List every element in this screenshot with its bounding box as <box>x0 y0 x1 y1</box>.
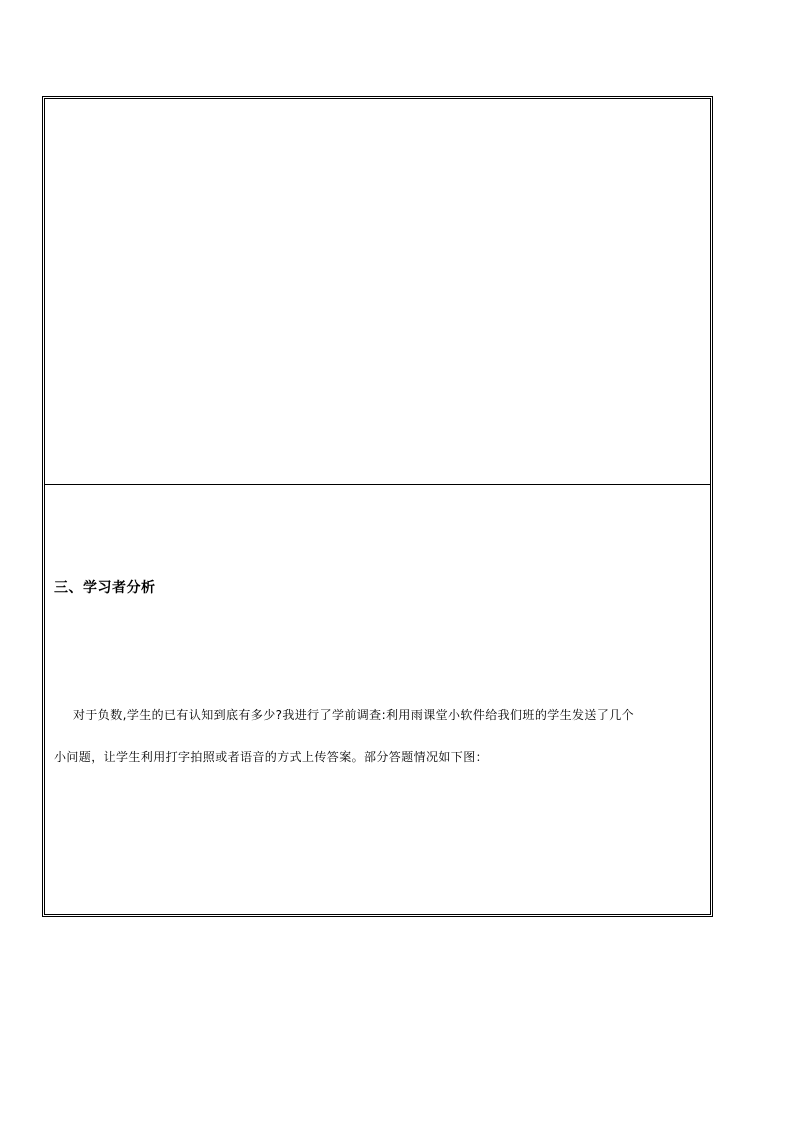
table-cell-learner-analysis <box>45 485 710 914</box>
document-table <box>42 96 713 917</box>
section-heading: 三、学习者分析 <box>54 580 156 596</box>
paragraph-line-2: 小问题，让学生利用打字拍照或者语音的方式上传答案。部分答题情况如下图： <box>54 750 489 764</box>
paragraph-line-1: 对于负数,学生的已有认知到底有多少?我进行了学前调查:利用雨课堂小软件给我们班的学生发送了几个 <box>73 708 635 722</box>
table-cell-top <box>45 99 710 485</box>
